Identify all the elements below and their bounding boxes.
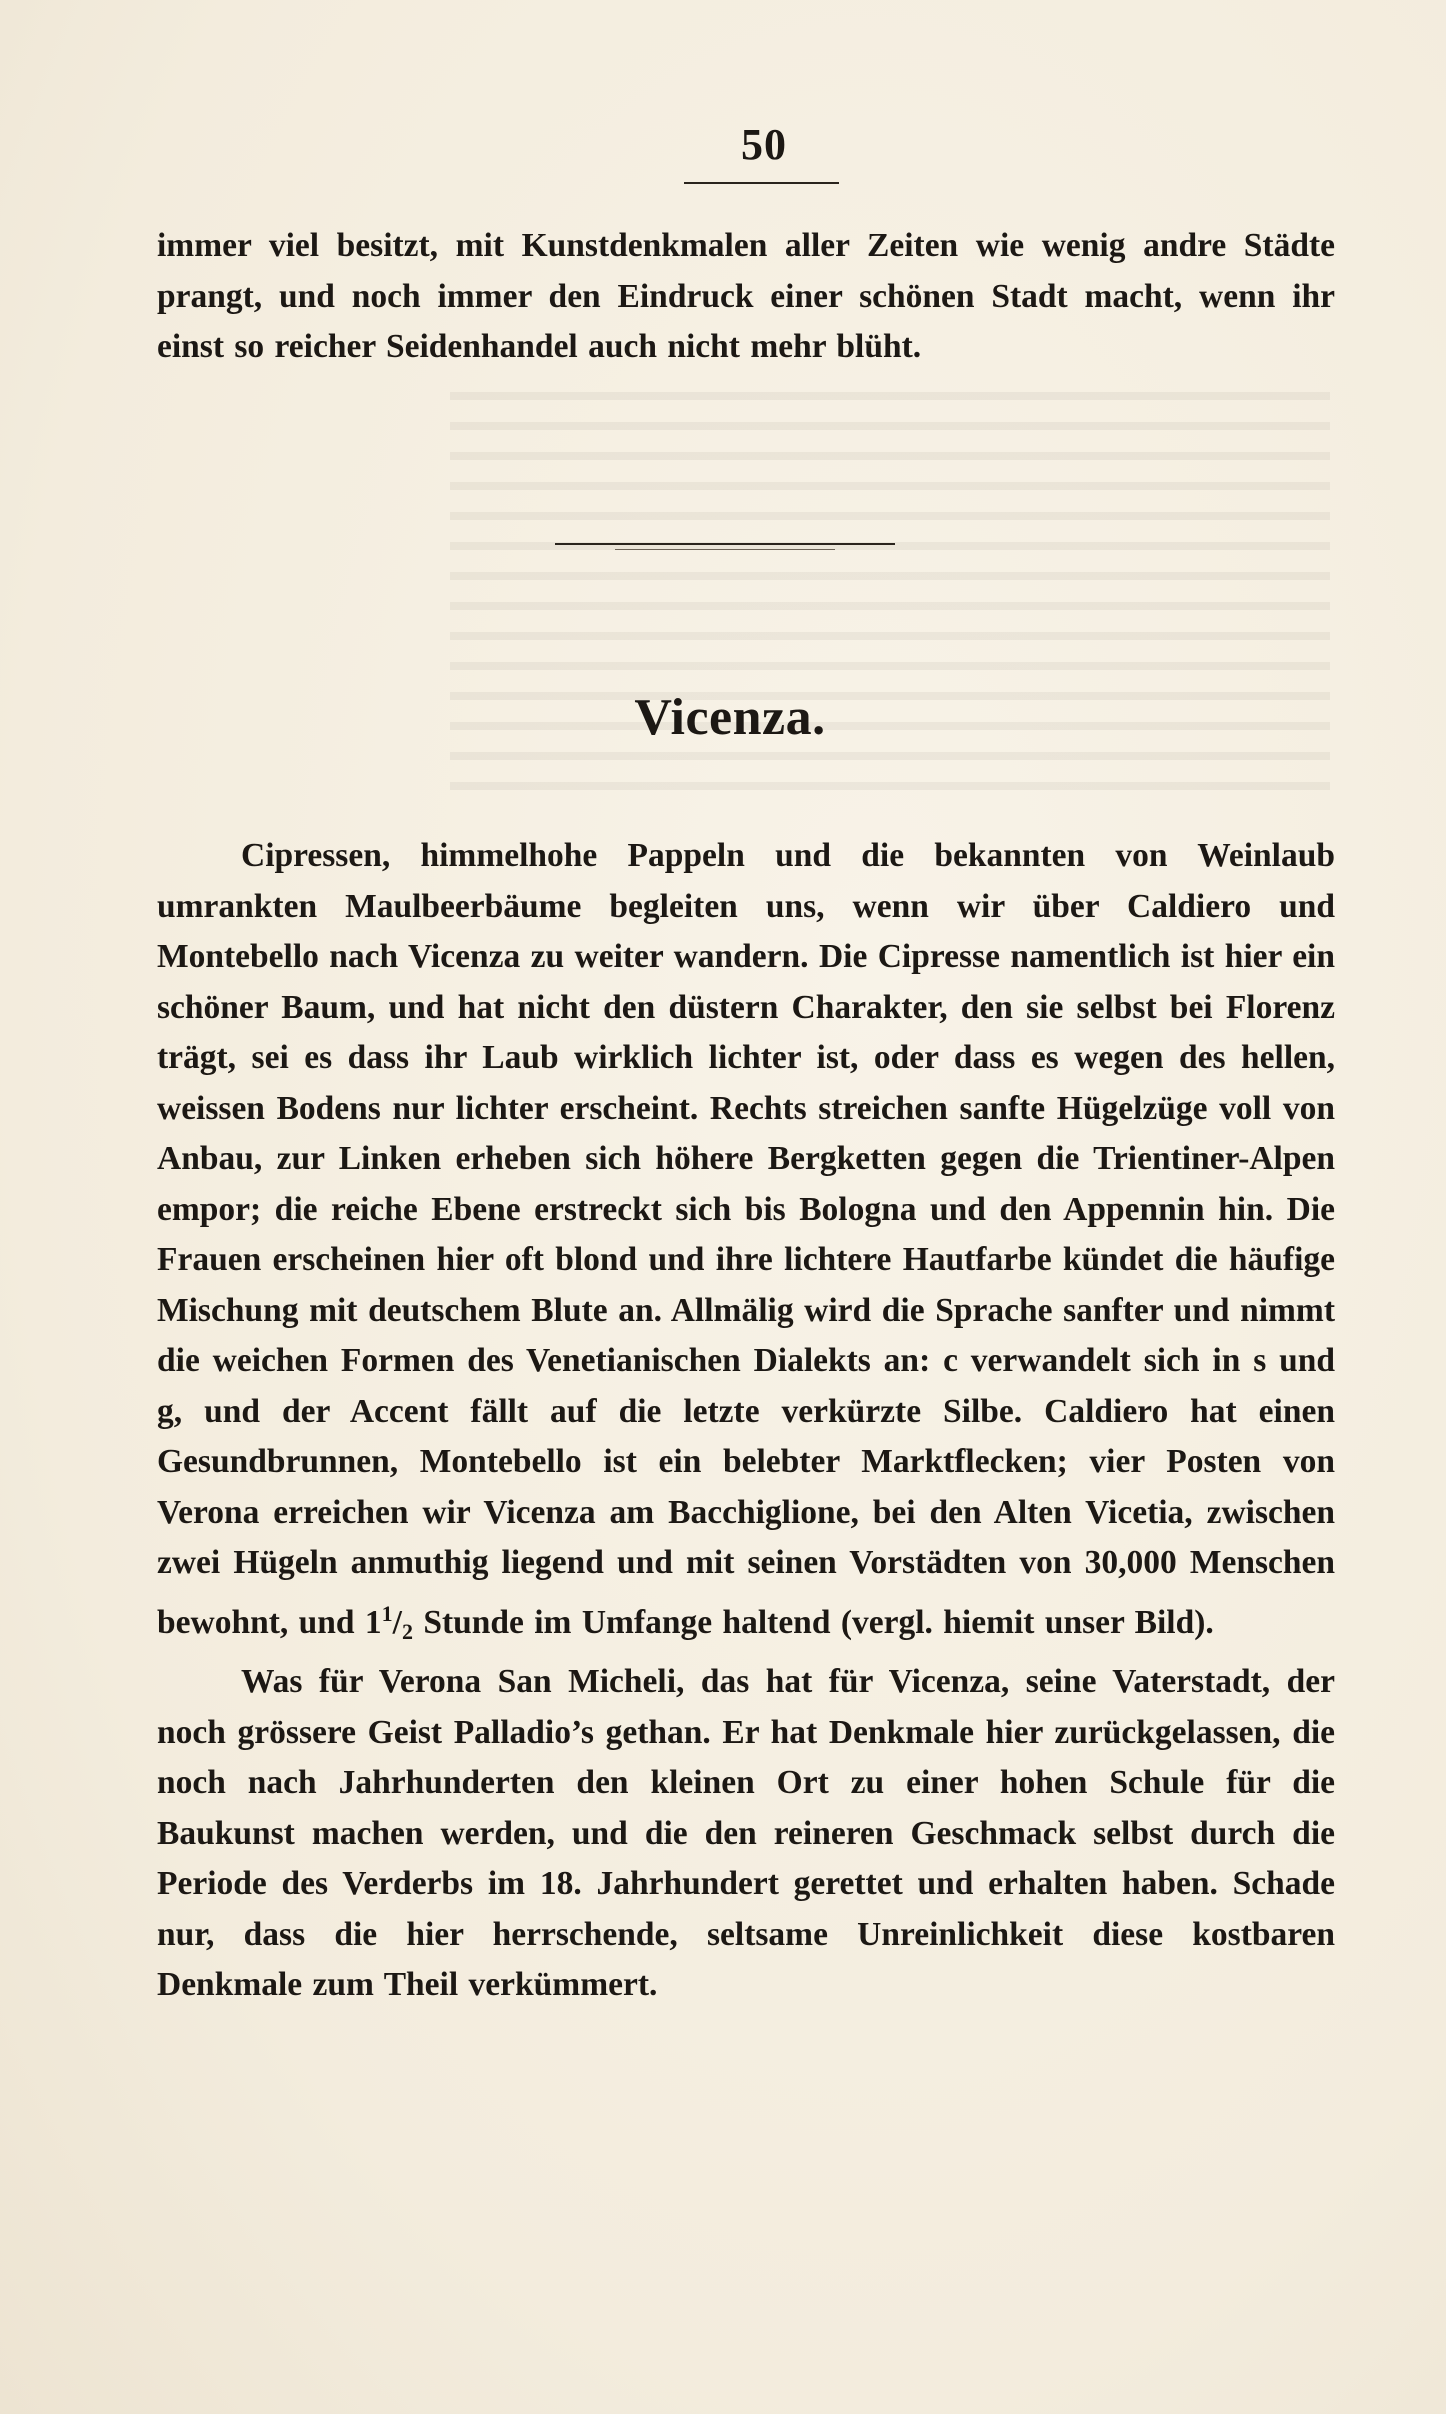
page-number-rule [684,182,839,184]
fraction-one-and-a-half: $1^1/_2$ [364,1600,413,1644]
fraction-whole: 1 [364,1603,382,1641]
intro-paragraph-block [157,221,1335,373]
intro-paragraph: immer viel besitzt, mit Kunstdenkmalen aller Zeiten wie wenig andre Städte prangt, und noch immer den Eindruck einer schönen Stadt macht, wenn ihr einst so reicher Seidenhandel auch nicht mehr blüht. [157,227,1335,365]
section-heading: Vicenza. [634,689,826,746]
paragraph-1 [157,831,1335,1657]
paragraph-1-text: Cipressen, himmelhohe Pappeln und die bekannten von Weinlaub umrankten Maulbeerbäume begleiten uns, wenn wir über Caldiero und Montebello nach Vicenza zu weiter wandern. Die Cipresse namentlich ist hier ein schöner Baum, und hat nicht den düstern Charakter, den sie selbst bei Florenz trägt, sei es dass ihr Laub wirklich lichter ist, oder dass es wegen des hellen, weissen Bodens nur lichter erscheint. Rechts streichen sanfte Hügelzüge voll von Anbau, zur Linken erheben sich höhere Bergketten gegen die Trientiner-Alpen empor; die reiche Ebene erstreckt sich bis Bologna und den Appennin hin. Die Frauen erscheinen hier oft blond und ihre lichtere Hautfarbe kündet die häufige Mischung mit deutschem Blute an. Allmälig wird die Sprache sanfter und nimmt die weichen Formen des Venetianischen Dialekts an: c verwandelt sich in s und g, und der Accent fällt auf die letzte verkürzte Silbe. Caldiero hat einen Gesundbrunnen, Montebello ist ein belebter Marktflecken; vier Posten von Verona erreichen wir Vicenza am Bacchiglione, bei den Alten Vicetia, zwischen zwei Hügeln anmuthig liegend und mit seinen Vorstädten von 30,000 Menschen bewohnt, und [157,837,1335,1641]
fraction-numerator: 1 [381,1600,393,1626]
show-through-texture [450,370,1330,790]
divider-line [555,543,895,545]
paragraph-1-text-end: Stunde im Umfange haltend (vergl. hiemit unser Bild). [412,1603,1214,1641]
body-text [157,831,1335,2011]
fraction-denominator: 2 [401,1618,413,1644]
section-divider [555,543,895,546]
page-number: 50 [741,120,787,169]
paragraph-2: Was für Verona San Micheli, das hat für Vicenza, seine Vaterstadt, der noch grössere Geist Palladio’s gethan. Er hat Denkmale hier zurückgelassen, die noch nach Jahrhunderten den kleinen Ort zu einer hohen Schule für die Baukunst machen werden, und die den reineren Geschmack selbst durch die Periode des Verderbs im 18. Jahrhundert gerettet und erhalten haben. Schade nur, dass die hier herrschende, seltsame Unreinlichkeit diese kostbaren Denkmale zum Theil verkümmert. [157,1663,1335,2003]
divider-line-thin [615,549,835,550]
